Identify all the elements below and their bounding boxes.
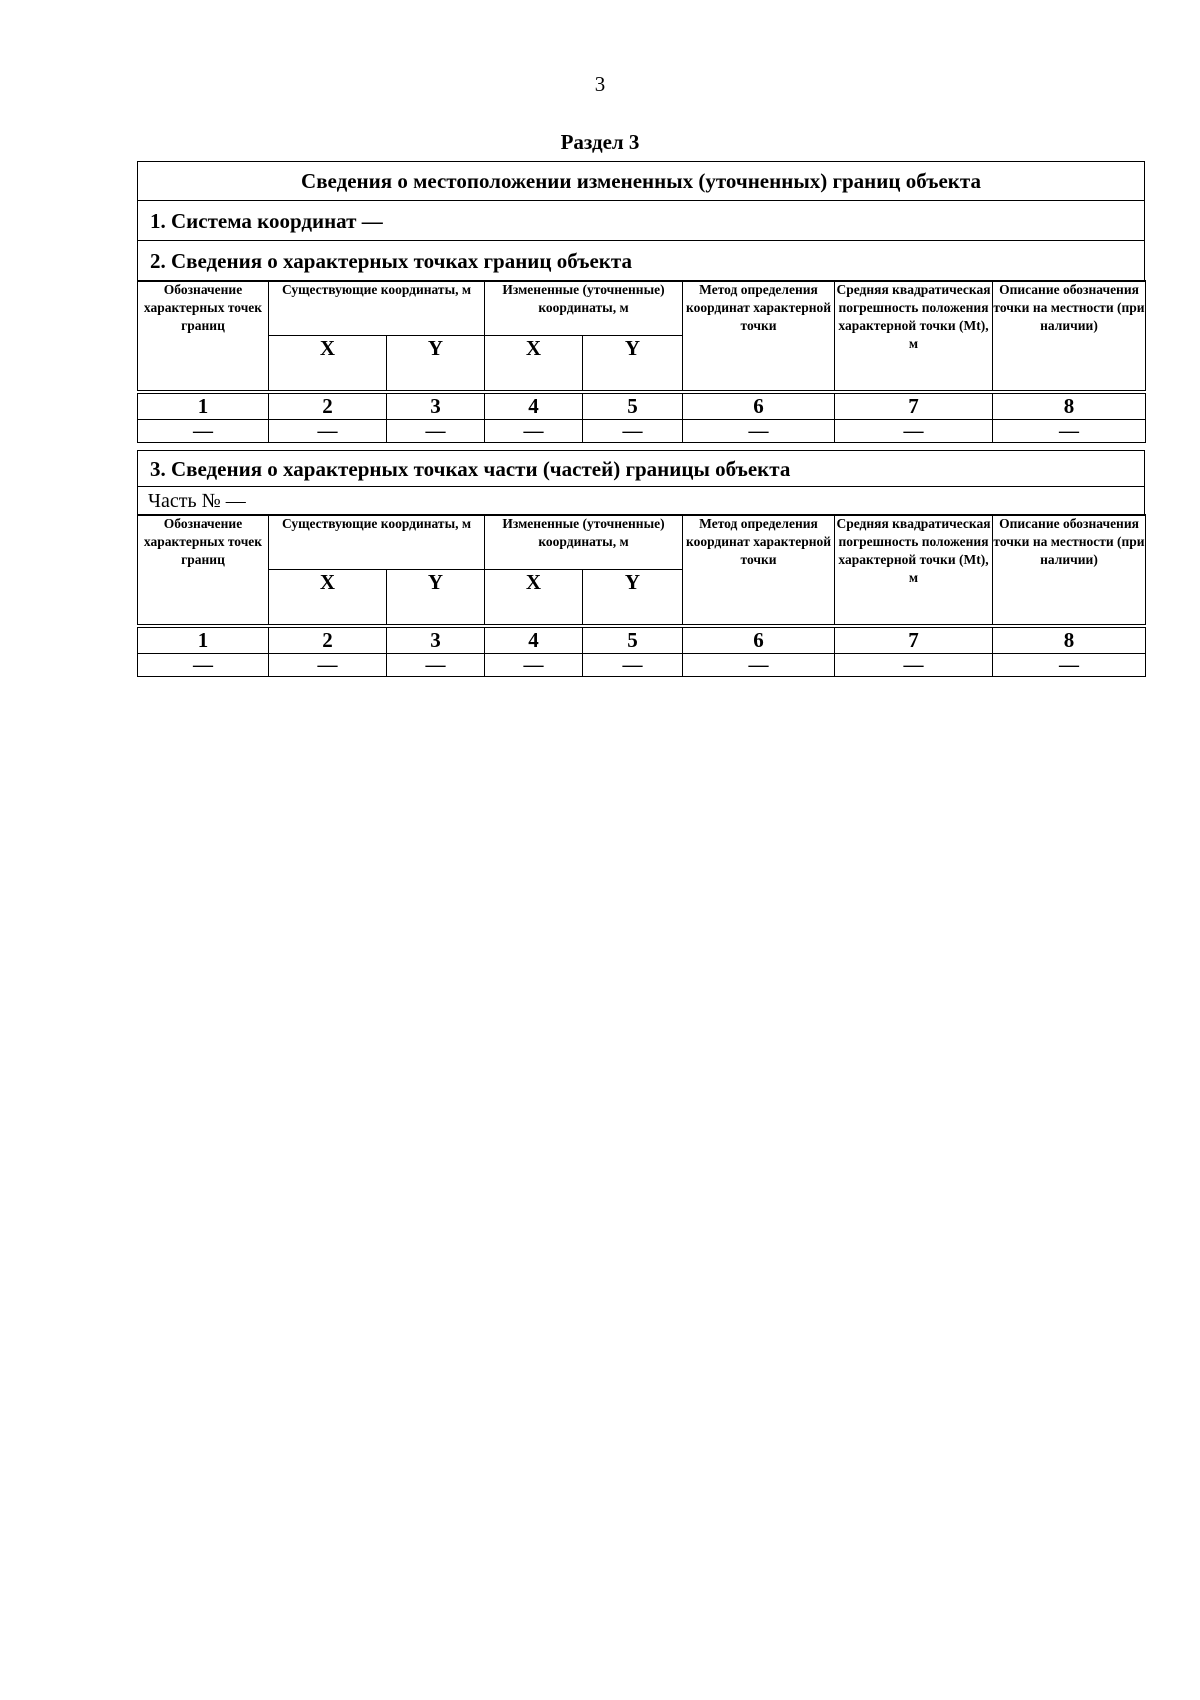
section-block: [137, 161, 1145, 282]
header-mean-error: Средняя квадратическая погрешность положения характерной точки (Mt), м: [835, 515, 993, 625]
axis-x: X: [269, 336, 387, 391]
axis-y: Y: [583, 336, 683, 391]
empty-cell: —: [387, 420, 485, 443]
axis-y: Y: [387, 570, 485, 625]
table-row: [138, 654, 1146, 677]
column-number: 6: [683, 394, 835, 420]
axis-x: X: [485, 336, 583, 391]
column-number: 6: [683, 628, 835, 654]
column-number: 2: [269, 628, 387, 654]
header-existing-coords: Существующие координаты, м: [269, 281, 485, 336]
axis-y: Y: [387, 336, 485, 391]
parts-table: [137, 514, 1146, 677]
part-label: Часть № —: [148, 490, 246, 512]
axis-x: X: [485, 570, 583, 625]
empty-cell: —: [993, 654, 1146, 677]
empty-cell: —: [269, 654, 387, 677]
header-changed-coords: Измененные (уточненные) координаты, м: [485, 515, 683, 570]
empty-cell: —: [583, 420, 683, 443]
header-method: Метод определения координат характерной точки: [683, 515, 835, 625]
header-description: Описание обозначения точки на местности (при наличии): [993, 281, 1146, 391]
empty-cell: —: [138, 420, 269, 443]
column-number: 4: [485, 394, 583, 420]
empty-cell: —: [993, 420, 1146, 443]
column-numbers-row: [138, 394, 1146, 420]
section-title: Раздел 3: [560, 130, 640, 154]
empty-cell: —: [683, 420, 835, 443]
column-number: 4: [485, 628, 583, 654]
empty-cell: —: [583, 654, 683, 677]
page-number: 3: [594, 72, 606, 96]
column-number: 5: [583, 394, 683, 420]
parts-heading: 3. Сведения о характерных точках части (частей) границы объекта: [138, 451, 1144, 487]
empty-cell: —: [683, 654, 835, 677]
empty-cell: —: [269, 420, 387, 443]
table-row: [138, 420, 1146, 443]
empty-cell: —: [138, 654, 269, 677]
points-table: [137, 280, 1146, 443]
header-point-designation: Обозначение характерных точек границ: [138, 281, 269, 391]
column-number: 8: [993, 394, 1146, 420]
points-heading: 2. Сведения о характерных точках границ объекта: [150, 249, 632, 273]
empty-cell: —: [387, 654, 485, 677]
block-title: Сведения о местоположении измененных (уточненных) границ объекта: [138, 162, 1144, 201]
coordinate-system: 1. Система координат —: [138, 201, 1144, 241]
axis-y: Y: [583, 570, 683, 625]
header-existing-coords: Существующие координаты, м: [269, 515, 485, 570]
empty-cell: —: [485, 654, 583, 677]
column-number: 3: [387, 394, 485, 420]
empty-cell: —: [485, 420, 583, 443]
header-changed-coords: Измененные (уточненные) координаты, м: [485, 281, 683, 336]
header-point-designation: Обозначение характерных точек границ: [138, 515, 269, 625]
column-number: 1: [138, 394, 269, 420]
column-number: 1: [138, 628, 269, 654]
header-description: Описание обозначения точки на местности (при наличии): [993, 515, 1146, 625]
header-mean-error: Средняя квадратическая погрешность положения характерной точки (Mt), м: [835, 281, 993, 391]
column-number: 7: [835, 628, 993, 654]
empty-cell: —: [835, 654, 993, 677]
column-number: 7: [835, 394, 993, 420]
column-numbers-row: [138, 628, 1146, 654]
column-number: 8: [993, 628, 1146, 654]
axis-x: X: [269, 570, 387, 625]
column-number: 2: [269, 394, 387, 420]
empty-cell: —: [835, 420, 993, 443]
column-number: 3: [387, 628, 485, 654]
header-method: Метод определения координат характерной точки: [683, 281, 835, 391]
column-number: 5: [583, 628, 683, 654]
parts-block: [137, 450, 1145, 516]
